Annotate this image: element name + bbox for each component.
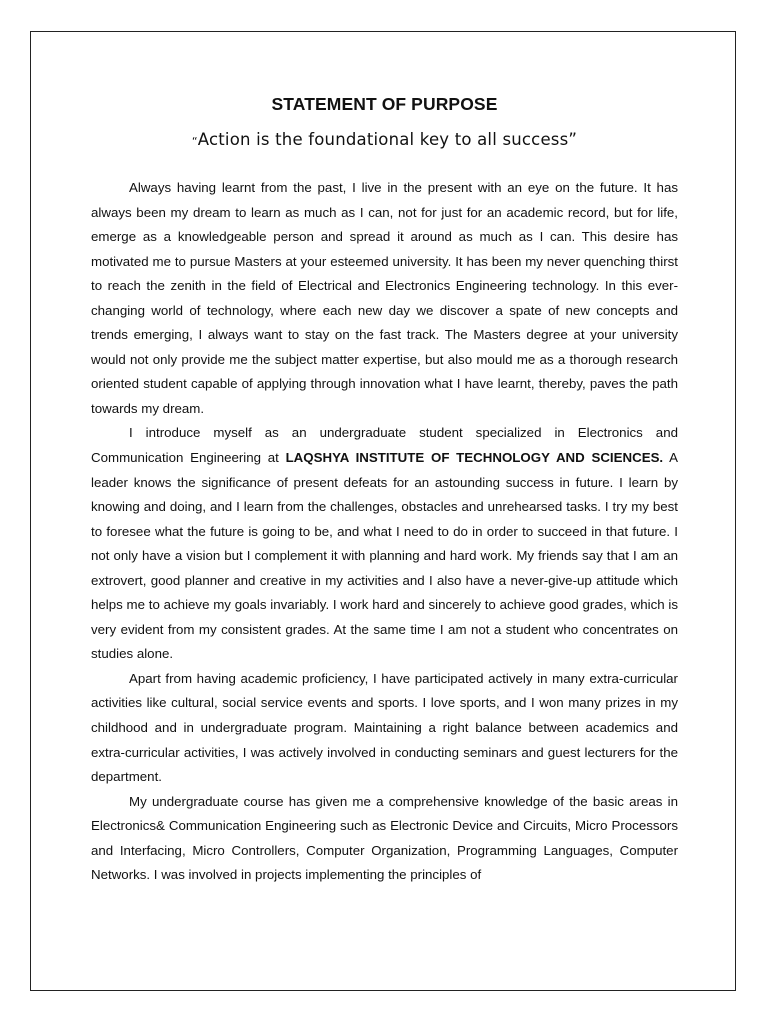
paragraph-2-rest: A leader knows the significance of present defeats for an astounding success in future. I learn by knowing and doing, and I learn from the challenges, obstacles and unrehearsed tasks. I try my best to foresee what the future is going to be, and what I need to do in order to succeed in that future. I not only have a vision but I complement it with planning and hard work. My friends say that I am an extrovert, good planner and creative in my activities and I also have a never-give-up attitude which helps me to achieve my goals invariably. I work hard and sincerely to achieve good grades, which is very evident from my consistent grades. At the same time I am not a student who concentrates on studies alone.: [91, 450, 678, 662]
paragraphs: [91, 176, 678, 888]
quote-open-mark: “: [191, 135, 198, 148]
paragraph-4: My undergraduate course has given me a comprehensive knowledge of the basic areas in Electronics& Communication Engineering such as Electronic Device and Circuits, Micro Processors and Interfacing, Micro Controllers, Computer Organization, Programming Languages, Computer Networks. I was involved in projects implementing the principles of: [91, 793, 678, 883]
document-title: STATEMENT OF PURPOSE: [271, 94, 498, 114]
paragraph-1: Always having learnt from the past, I live in the present with an eye on the future. It has always been my dream to learn as much as I can, not for just for an academic record, but for life, emerge as a knowledgeable person and spread it around as much as I can. This desire has motivated me to pursue Masters at your esteemed university. It has been my never quenching thirst to reach the zenith in the field of Electrical and Electronics Engineering technology. In this ever-changing world of technology, where each new day we discover a spate of new concepts and trends emerging, I always want to stay on the fast track. The Masters degree at your university would not only provide me the subject matter expertise, but also mould me as a thorough research oriented student capable of applying through innovation what I have learnt, thereby, paves the path towards my dream.: [91, 180, 678, 416]
paragraph-2-intro: I introduce myself as an undergraduate student specialized in Electronics and Communication Engineering at: [91, 425, 678, 466]
document-body: [91, 92, 678, 888]
quote-text: Action is the foundational key to all success”: [197, 130, 578, 149]
document-quote: [91, 128, 678, 154]
paragraph-3: Apart from having academic proficiency, I have participated actively in many extra-curricular activities like cultural, social service events and sports. I love sports, and I won many prizes in my childhood and in undergraduate program. Maintaining a right balance between academics and extra-curricular activities, I was actively involved in conducting seminars and guest lecturers for the department.: [91, 670, 678, 785]
institution-name: LAQSHYA INSTITUTE OF TECHNOLOGY AND SCIENCES.: [285, 450, 664, 466]
paragraph-2: [91, 421, 678, 666]
